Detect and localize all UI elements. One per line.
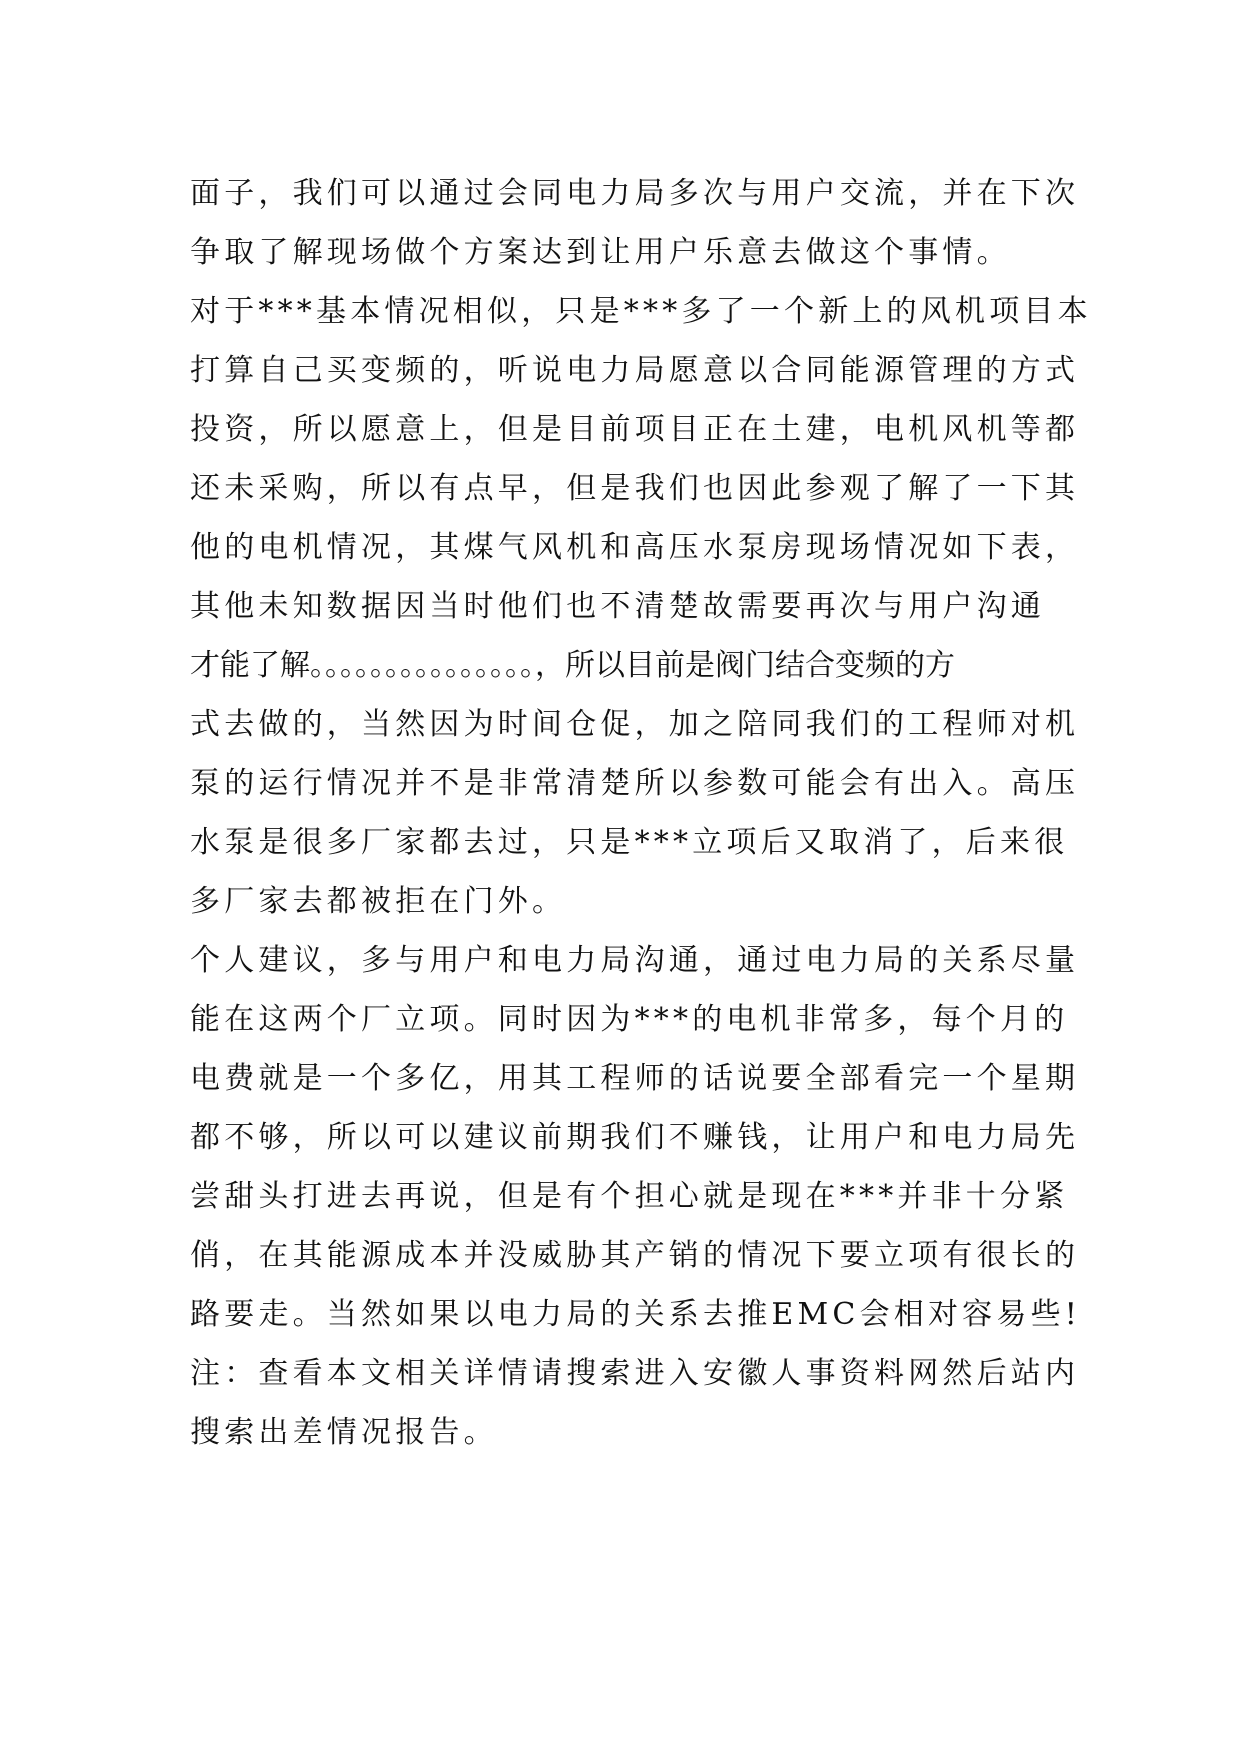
text-line: 俏，在其能源成本并没威胁其产销的情况下要立项有很长的	[190, 1238, 1080, 1273]
text-line: 面子，我们可以通过会同电力局多次与用户交流，并在下次	[190, 176, 1080, 211]
text-line: 投资，所以愿意上，但是目前项目正在土建，电机风机等都	[190, 412, 1080, 447]
text-line: 泵的运行情况并不是非常清楚所以参数可能会有出入。高压	[190, 766, 1080, 801]
text-line: 他的电机情况，其煤气风机和高压水泵房现场情况如下表，	[190, 530, 1080, 565]
document-body	[190, 164, 1092, 1462]
text-line: 式去做的，当然因为时间仓促，加之陪同我们的工程师对机	[190, 707, 1080, 742]
text-line: 电费就是一个多亿，用其工程师的话说要全部看完一个星期	[190, 1061, 1080, 1096]
text-line: 尝甜头打进去再说，但是有个担心就是现在***并非十分紧	[190, 1179, 1069, 1214]
text-line: 才能了解。。。。。。。。。。。。。。。，所以目前是阀门结合变频的方	[190, 648, 955, 683]
text-line: 注：查看本文相关详情请搜索进入安徽人事资料网然后站内	[190, 1356, 1080, 1391]
text-line: 打算自己买变频的，听说电力局愿意以合同能源管理的方式	[190, 353, 1080, 388]
text-line: 其他未知数据因当时他们也不清楚故需要再次与用户沟通	[190, 589, 1045, 624]
text-line: 搜索出差情况报告。	[190, 1415, 498, 1450]
text-line: 个人建议，多与用户和电力局沟通，通过电力局的关系尽量	[190, 943, 1080, 978]
text-line: 争取了解现场做个方案达到让用户乐意去做这个事情。	[190, 235, 1011, 270]
text-line: 还未采购，所以有点早，但是我们也因此参观了解了一下其	[190, 471, 1080, 506]
text-line: 水泵是很多厂家都去过，只是***立项后又取消了，后来很	[190, 825, 1069, 860]
text-line: 多厂家去都被拒在门外。	[190, 884, 567, 919]
text-line: 都不够，所以可以建议前期我们不赚钱，让用户和电力局先	[190, 1120, 1080, 1155]
text-line: 能在这两个厂立项。同时因为***的电机非常多，每个月的	[190, 1002, 1069, 1037]
text-line: 路要走。当然如果以电力局的关系去推EMC会相对容易些!	[190, 1297, 1082, 1332]
text-line: 对于***基本情况相似，只是***多了一个新上的风机项目本	[190, 294, 1092, 329]
